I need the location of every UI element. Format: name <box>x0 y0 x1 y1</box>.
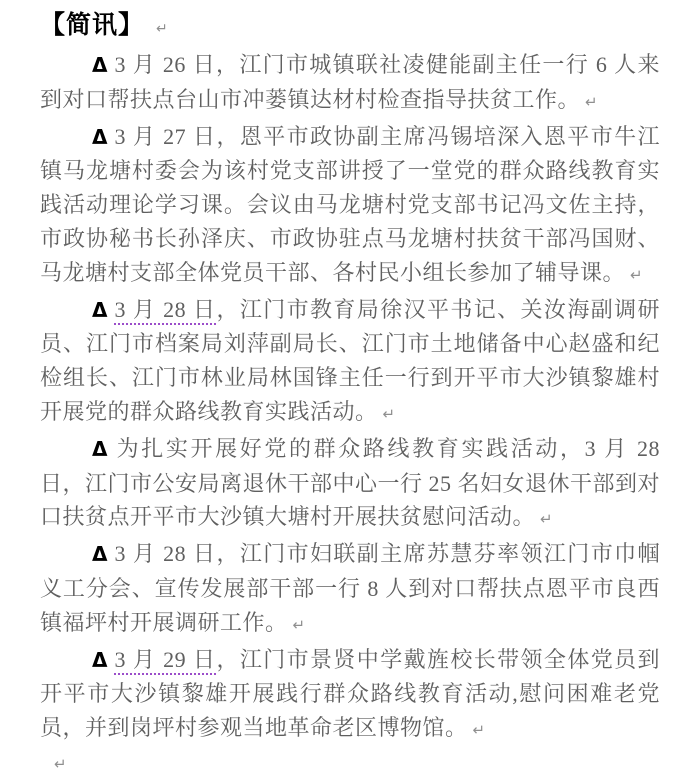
delta-marker-icon: Δ <box>92 297 108 322</box>
section-title: 【简讯】 <box>40 10 145 39</box>
delta-marker-icon: Δ <box>92 436 108 461</box>
spellcheck-underlined-text: 3 月 29 日 <box>114 647 216 675</box>
empty-paragraph-line <box>40 748 660 782</box>
briefing-paragraph-1 <box>40 48 660 120</box>
paragraph-text: ，江门市教育局徐汉平书记、关汝海副调研员、江门市档案局刘萍副局长、江门市土地储备中心赵盛和纪检组长、江门市林业局林国锋主任一行到开平市大沙镇黎雄村开展党的群众路线教育实践活动。 <box>40 296 660 424</box>
paragraph-mark-icon: ↵ <box>540 510 553 529</box>
spellcheck-underlined-text: 3 月 28 日 <box>114 297 216 325</box>
paragraph-mark-icon: ↵ <box>156 21 168 37</box>
title-line <box>40 6 660 48</box>
paragraph-mark-icon: ↵ <box>472 721 486 740</box>
paragraph-text: ，江门市景贤中学戴旌校长带领全体党员到开平市大沙镇黎雄开展践行群众路线教育活动,慰问困难老党员，并到岗坪村参观当地革命老区博物馆。 <box>40 646 660 741</box>
briefing-paragraphs <box>40 48 660 748</box>
delta-marker-icon: Δ <box>92 53 108 77</box>
briefing-paragraph-3 <box>40 293 660 432</box>
briefing-paragraph-4 <box>40 432 660 537</box>
briefing-paragraph-5 <box>40 537 660 642</box>
briefing-paragraph-2 <box>40 120 660 293</box>
paragraph-mark-icon: ↵ <box>630 265 643 284</box>
delta-marker-icon: Δ <box>92 542 108 567</box>
paragraph-text: 为扎实开展好党的群众路线教育实践活动，3 月 28 日，江门市公安局离退休干部中心一行 25 名妇女退休干部到对口扶贫点开平市大沙镇大塘村开展扶贫慰问活动。 <box>40 435 661 530</box>
paragraph-text: 3 月 26 日，江门市城镇联社凌健能副主任一行 6 人来到对口帮扶点台山市冲蒌镇达材村检查指导扶贫工作。 <box>40 52 660 112</box>
briefing-paragraph-6 <box>40 643 660 748</box>
paragraph-text: 3 月 27 日，恩平市政协副主席冯锡培深入恩平市牛江镇马龙塘村委会为该村党支部讲授了一堂党的群众路线教育实践活动理论学习课。会议由马龙塘村党支部书记冯文佐主持，市政协秘书长孙泽庆、市政协驻点马龙塘村扶贫干部冯国财、马龙塘村支部全体党员干部、各村民小组长参加了辅导课。 <box>40 123 660 285</box>
paragraph-mark-icon: ↵ <box>382 404 396 423</box>
paragraph-mark-icon: ↵ <box>292 615 306 634</box>
paragraph-text: 3 月 28 日，江门市妇联副主席苏慧芬率领江门市巾帼义工分会、宣传发展部干部一行 8 人到对口帮扶点恩平市良西镇福坪村开展调研工作。 <box>40 541 660 635</box>
paragraph-mark-icon: ↵ <box>585 92 598 111</box>
delta-marker-icon: Δ <box>92 124 108 149</box>
paragraph-mark-icon: ↵ <box>54 754 67 773</box>
delta-marker-icon: Δ <box>92 647 108 672</box>
